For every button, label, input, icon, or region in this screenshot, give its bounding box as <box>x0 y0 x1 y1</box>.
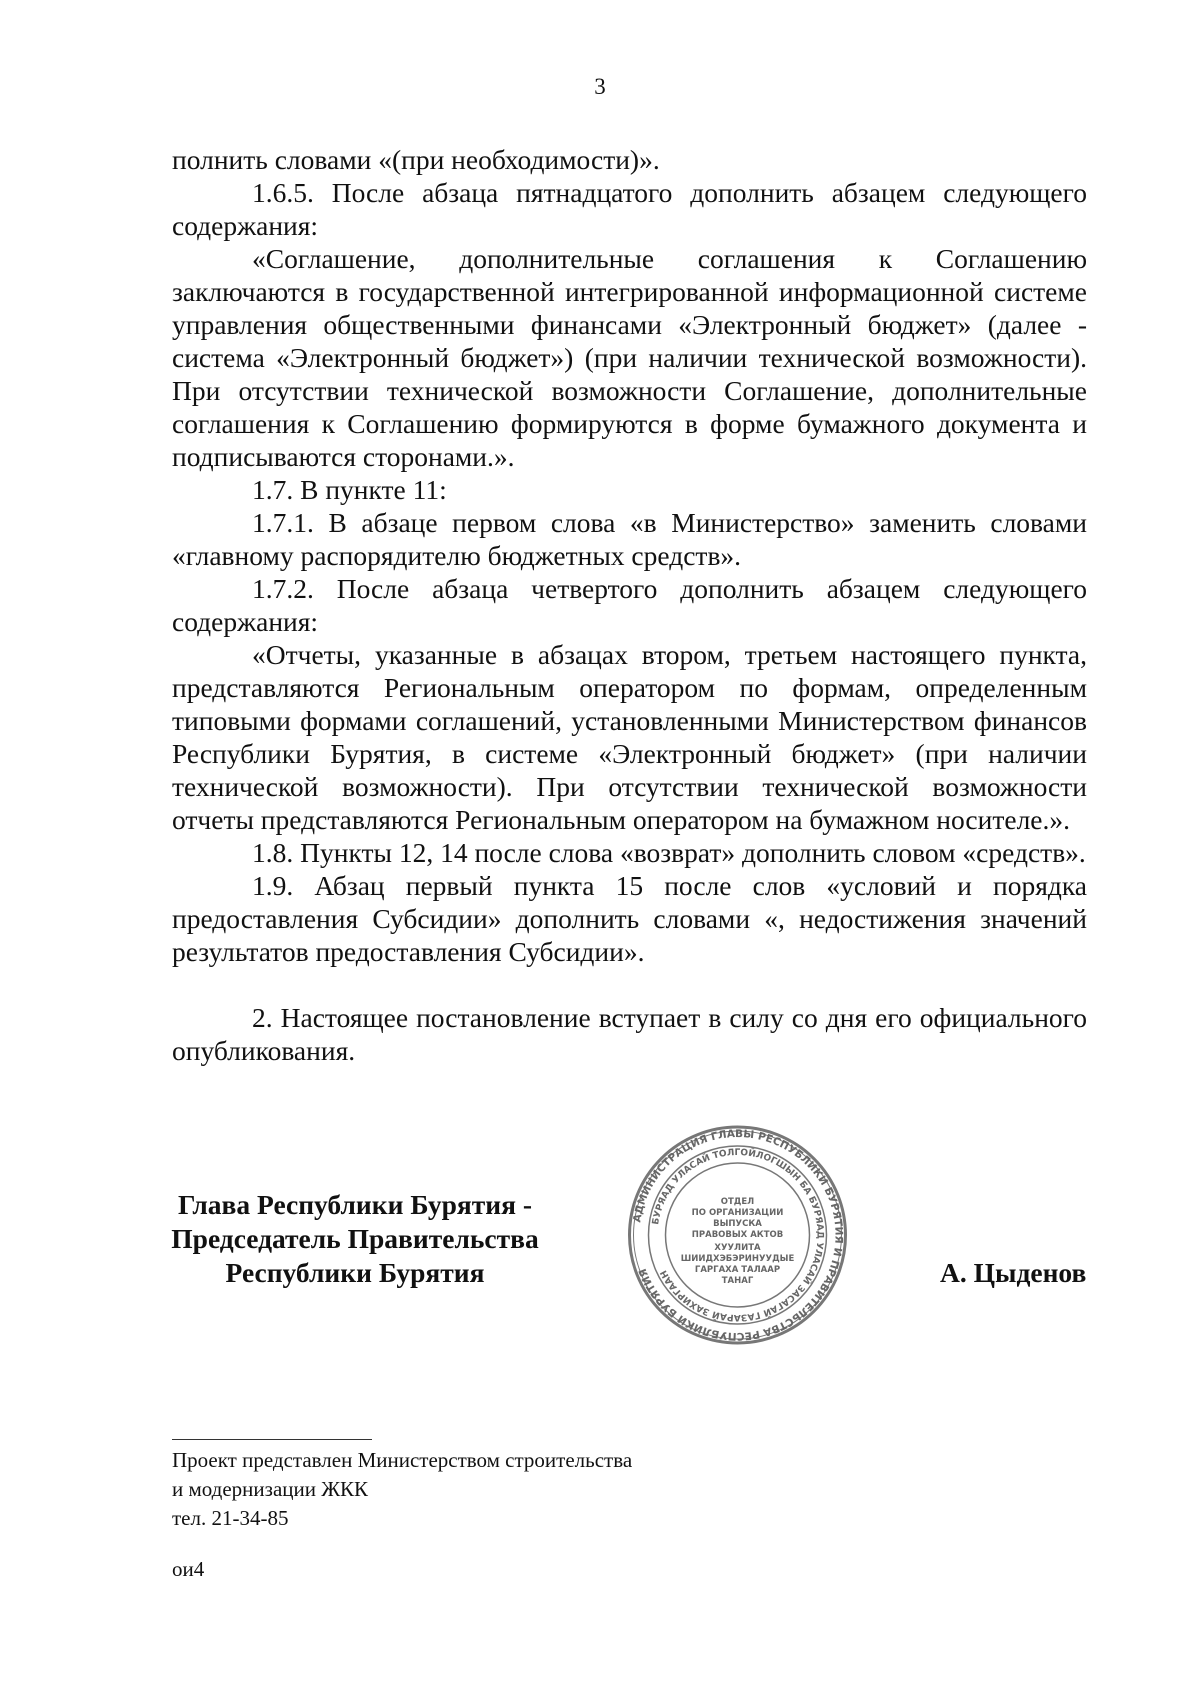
paragraph: полнить словами «(при необходимости)». <box>172 144 660 175</box>
seal-inner-text: БУРЯАД УЛАСАЙ ТОЛГОЙЛОГШЫН БА БУРЯАД УЛАСАЙ ЗАСАГАЙ ГАЗАРАЙ ЗАХИРГААН <box>651 1147 825 1323</box>
page-number: 3 <box>594 74 606 99</box>
paragraph: 2. Настоящее постановление вступает в силу со дня его официального опубликования. <box>172 1002 1087 1066</box>
paragraph: 1.6.5. После абзаца пятнадцатого дополнить абзацем следующего содержания: <box>172 177 1087 241</box>
paragraph: 1.7.1. В абзаце первом слова «в Министерство» заменить словами «главному распорядителю бюджетных средств». <box>172 507 1087 571</box>
seal-center-line: ШИИДХЭБЭРИНУУДЫЕ <box>680 1254 795 1264</box>
document-code: ои4 <box>172 1557 205 1581</box>
footnote-line: тел. 21-34-85 <box>172 1506 289 1530</box>
signatory-position-line: Глава Республики Бурятия - <box>177 1189 533 1220</box>
footnote-divider <box>172 1439 372 1440</box>
seal-center-line: ВЫПУСКА <box>713 1219 762 1229</box>
paragraph: 1.7. В пункте 11: <box>252 474 447 505</box>
paragraph: 1.9. Абзац первый пункта 15 после слов «условий и порядка предоставления Субсидии» дополнить словами «, недостижения значений результатов предоставления Субсидии». <box>172 870 1087 967</box>
seal-outer-text: АДМИНИСТРАЦИЯ ГЛАВЫ РЕСПУБЛИКИ БУРЯТИЯ И ПРАВИТЕЛЬСТВА РЕСПУБЛИКИ БУРЯТИЯ <box>631 1127 845 1343</box>
signatory-position-line: Республики Бурятия <box>225 1257 485 1288</box>
paragraph: 1.8. Пункты 12, 14 после слова «возврат» дополнить словом «средств». <box>252 837 1086 868</box>
paragraph: 1.7.2. После абзаца четвертого дополнить абзацем следующего содержания: <box>172 573 1087 637</box>
paragraph: «Отчеты, указанные в абзацах втором, третьем настоящего пункта, представляются Региональным оператором по формам, определенным типовыми формами соглашений, установленными Министерством финансов Республики Бурятия, в системе «Электронный бюджет» (при наличии технической возможности). При отсутствии технической возможности отчеты представляются Региональным оператором на бумажном носителе.». <box>172 639 1087 835</box>
footnote <box>172 1446 632 1533</box>
signatory-position-line: Председатель Правительства <box>171 1223 539 1254</box>
signatory-position <box>155 1188 555 1290</box>
footnote-line: Проект представлен Министерством строительства <box>172 1448 633 1472</box>
footnote-line: и модернизации ЖКК <box>172 1477 369 1501</box>
paragraph: «Соглашение, дополнительные соглашения к Соглашению заключаются в государственной интегрированной информационной системе управления общественными финансами «Электронный бюджет» (далее - система «Электронный бюджет») (при наличии технической возможности). При отсутствии технической возможности Соглашение, дополнительные соглашения к Соглашению формируются в форме бумажного документа и подписываются сторонами.». <box>172 243 1087 472</box>
seal-center-line: ГАРГАХА ТАЛААР <box>694 1265 781 1275</box>
seal-center-line: ПО ОРГАНИЗАЦИИ <box>691 1208 784 1218</box>
seal-center-line: ПРАВОВЫХ АКТОВ <box>691 1230 784 1240</box>
signatory-name: А. Цыденов <box>940 1257 1087 1288</box>
seal-center-line: ОТДЕЛ <box>720 1197 755 1207</box>
seal-center-line: ХУУЛИТА <box>714 1243 761 1253</box>
official-seal-stamp <box>625 1120 850 1350</box>
document-body <box>172 143 1087 1067</box>
seal-center-line: ТАНАГ <box>721 1276 754 1286</box>
